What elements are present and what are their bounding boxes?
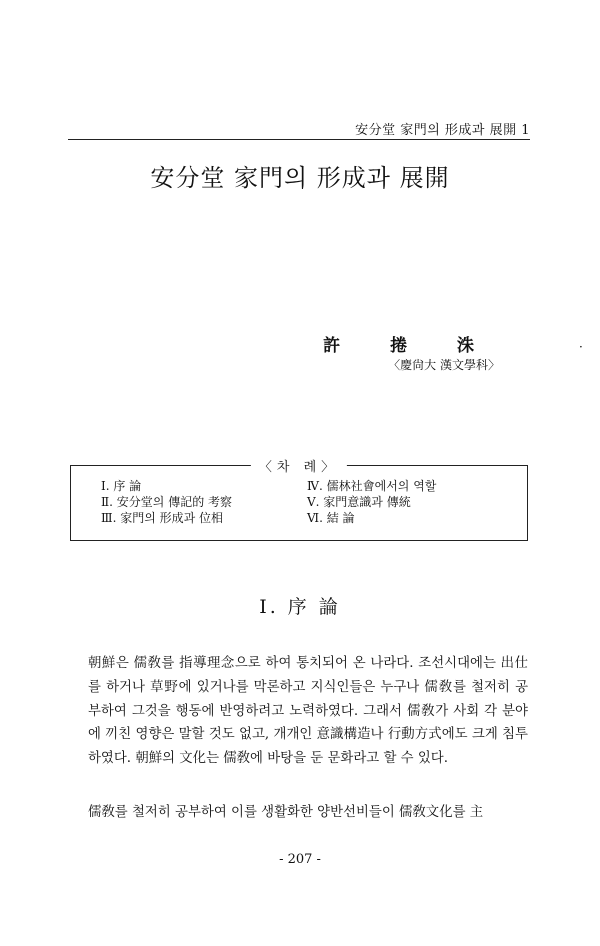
section-heading: Ⅰ. 序 論	[259, 596, 341, 618]
toc-caption: 〈차 례〉	[251, 456, 347, 475]
author-name: 許 捲 洙	[323, 336, 496, 356]
toc-right-column	[307, 478, 436, 526]
toc-item: Ⅳ. 儒林社會에서의 역할	[307, 479, 437, 493]
author-affiliation: 〈慶尙大 漢文學科〉	[388, 358, 500, 372]
toc-item: Ⅱ. 安分堂의 傳記的 考察	[101, 495, 233, 509]
body-paragraph: 朝鮮은 儒敎를 指導理念으로 하여 통치되어 온 나라다. 조선시대에는 出仕를 하거나 草野에 있거나를 막론하고 지식인들은 누구나 儒敎를 철저히 공부하여 그것을 행동에 반영하려고 노력하였다. 그래서 儒敎가 사회 각 분야에 끼친 영향은 말할 것도 없고, 개개인 意識構造나 行動方式에도 크게 침투하였다. 朝鮮의 文化는 儒敎에 바탕을 둔 문화라고 할 수 있다.	[88, 656, 528, 767]
paper-title: 安分堂 家門의 形成과 展開	[150, 164, 450, 192]
table-of-contents-box	[70, 460, 528, 541]
toc-left-column	[101, 478, 232, 526]
scan-dot-mark: ·	[579, 340, 583, 354]
toc-item: Ⅰ. 序 論	[101, 479, 142, 493]
page-number: - 207 -	[279, 852, 321, 867]
toc-item: Ⅴ. 家門意識과 傳統	[307, 495, 411, 509]
running-header: 安分堂 家門의 形成과 展開 1	[355, 123, 530, 138]
body-paragraph: 儒敎를 철저히 공부하여 이를 생활화한 양반선비들이 儒敎文化를 主	[88, 805, 484, 820]
toc-item: Ⅵ. 結 論	[307, 511, 355, 525]
toc-item: Ⅲ. 家門의 形成과 位相	[101, 511, 224, 525]
header-rule	[68, 139, 530, 140]
